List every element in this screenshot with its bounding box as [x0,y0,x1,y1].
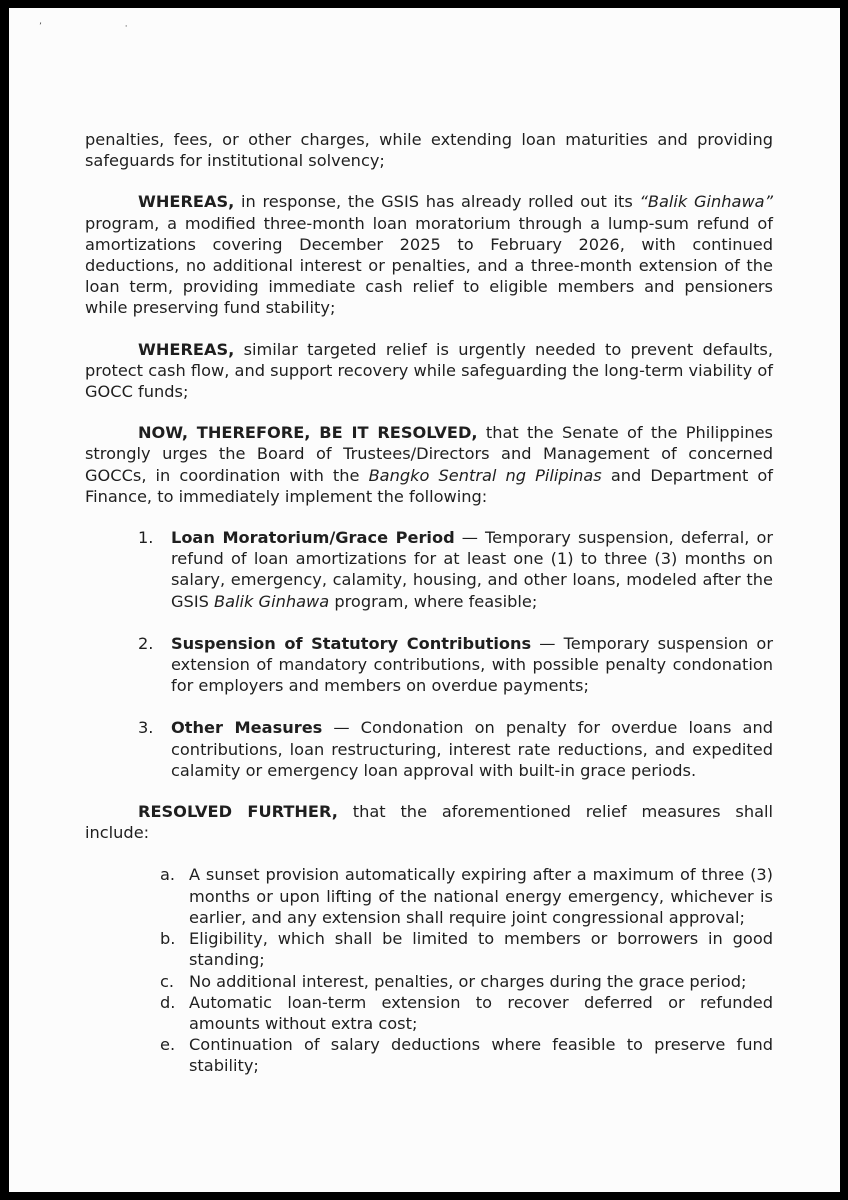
list-item [160,971,773,992]
list-letter: c. [160,971,175,991]
resolved-lead: NOW, THEREFORE, BE IT RESOLVED, [138,423,478,443]
measure-title: Other Measures [171,718,323,738]
resolved-further-lead: RESOLVED FURTHER, [138,802,338,822]
whereas-lead: WHEREAS, [138,192,235,212]
measure-text: program, where feasible; [329,591,538,611]
provision-text: Continuation of salary deductions where feasible to preserve fund stability; [189,1035,773,1076]
program-name: Balik Ginhawa [214,591,330,611]
measure-title: Suspension of Statutory Contributions [171,633,532,653]
paragraph-continuation: penalties, fees, or other charges, while extending loan maturities and providing safeguards for institutional solvency; [85,130,773,171]
list-letter: d. [160,992,176,1012]
measure-text: — Condonation on penalty for overdue loans and contributions, loan restructuring, interest rate reductions, and expedited calamity or emergency loan approval with built-in grace periods. [171,718,774,780]
measure-text: — Temporary suspension or extension of mandatory contributions, with possible penalty condonation for employers and members on overdue payments; [171,633,773,696]
measures-list [138,527,773,781]
whereas-text: similar targeted relief is urgently needed to prevent defaults, protect cash flow, and support recovery while safeguarding the long-term viability of GOCC funds; [85,339,773,402]
provisions-list [160,864,773,1076]
provision-text: Automatic loan-term extension to recover deferred or refunded amounts without extra cost; [189,992,773,1033]
resolved-text: and Department of Finance, to immediately implement the following: [85,465,773,506]
resolved-paragraph [85,422,773,507]
list-number: 3. [138,718,154,738]
whereas-text: program, a modified three-month loan moratorium through a lump-sum refund of amortizations covering December 2025 to February 2026, with continued deductions, no additional interest or penalties, and a three-month extension of the loan term, providing immediate cash relief to eligible members and pensioners while preserving fund stability; [85,213,773,318]
list-item [160,928,773,970]
list-item [138,633,773,697]
provision-text: A sunset provision automatically expiring after a maximum of three (3) months or upon lifting of the national energy emergency, whichever is earlier, and any extension shall require joint congressional approval; [189,865,773,927]
measure-text: — Temporary suspension, deferral, or refund of loan amortizations for at least one (1) to three (3) months on salary, emergency, calamity, housing, and other loans, modeled after the GSIS [171,528,774,611]
provision-text: No additional interest, penalties, or charges during the grace period; [189,971,747,991]
list-number: 2. [138,633,154,653]
document-body [85,129,773,1077]
provision-text: Eligibility, which shall be limited to members or borrowers in good standing; [189,929,773,970]
list-item [138,527,773,612]
program-name: “Balik Ginhawa” [639,192,773,212]
list-number: 1. [138,528,154,548]
measure-title: Loan Moratorium/Grace Period [171,528,455,548]
resolved-further-paragraph [85,801,773,843]
list-item [160,864,773,928]
list-letter: e. [160,1035,176,1055]
list-item [160,992,773,1034]
list-item [138,717,773,781]
whereas-paragraph-1 [85,191,773,318]
whereas-lead: WHEREAS, [138,339,235,359]
whereas-text: in response, the GSIS has already rolled out its [234,192,640,212]
resolved-text: that the Senate of the Philippines strongly urges the Board of Trustees/Directors and Management of concerned GOCCs, in coordination with the [85,423,773,485]
header-marks: ’ · [39,22,168,32]
whereas-paragraph-2 [85,339,773,403]
institution-name: Bangko Sentral ng Pilipinas [368,465,602,485]
list-item [160,1034,773,1076]
list-letter: b. [160,929,176,949]
resolved-further-text: that the aforementioned relief measures shall include: [85,802,773,843]
list-letter: a. [160,865,176,885]
document-page [9,8,840,1192]
